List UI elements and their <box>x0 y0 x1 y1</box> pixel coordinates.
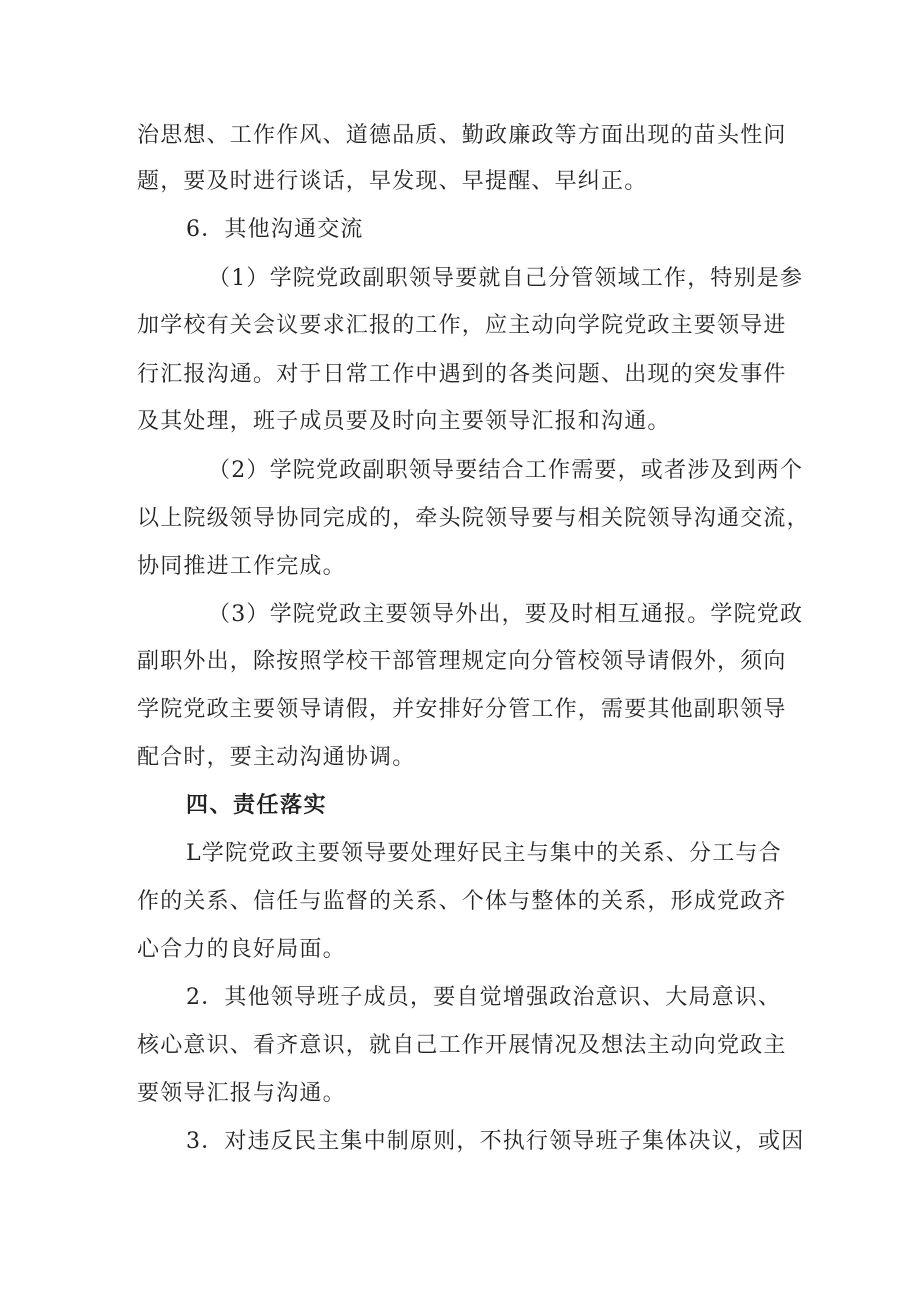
paragraph-line: 心合力的良好局面。 <box>137 937 346 962</box>
paragraph-line: 治思想、工作作风、道德品质、勤政廉政等方面出现的苗头性问 <box>137 123 787 148</box>
section-item-title: 6．其他沟通交流 <box>186 217 364 242</box>
paragraph-line: 题，要及时进行谈话，早发现、早提醒、早纠正。 <box>137 169 648 194</box>
paragraph-line: 学院党政主要领导请假，并安排好分管工作，需要其他副职领导 <box>137 697 787 722</box>
paragraph-line: 及其处理，班子成员要及时向主要领导汇报和沟通。 <box>137 409 671 434</box>
paragraph-line: （1）学院党政副职领导要就自己分管领域工作，特别是参 <box>208 266 804 291</box>
paragraph-line: 2．其他领导班子成员，要自觉增强政治意识、大局意识、 <box>186 985 782 1010</box>
paragraph-line: 以上院级领导协同完成的，牵头院领导要与相关院领导沟通交流， <box>137 506 810 531</box>
section-heading: 四、责任落实 <box>186 793 328 818</box>
paragraph-line: 副职外出，除按照学校干部管理规定向分管校领导请假外，须向 <box>137 649 787 674</box>
paragraph-line: 3．对违反民主集中制原则，不执行领导班子集体决议，或因 <box>186 1129 805 1154</box>
paragraph-line: 作的关系、信任与监督的关系、个体与整体的关系，形成党政齐 <box>137 889 787 914</box>
paragraph-line: 要领导汇报与沟通。 <box>137 1081 346 1106</box>
paragraph-line: L学院党政主要领导要处理好民主与集中的关系、分工与合 <box>186 841 782 866</box>
paragraph-line: 协同推进工作完成。 <box>137 554 346 579</box>
paragraph-line: （3）学院党政主要领导外出，要及时相互通报。学院党政 <box>208 602 804 627</box>
paragraph-line: 行汇报沟通。对于日常工作中遇到的各类问题、出现的突发事件 <box>137 362 787 387</box>
paragraph-line: （2）学院党政副职领导要结合工作需要，或者涉及到两个 <box>208 458 804 483</box>
paragraph-line: 加学校有关会议要求汇报的工作，应主动向学院党政主要领导进 <box>137 313 787 338</box>
paragraph-line: 核心意识、看齐意识，就自己工作开展情况及想法主动向党政主 <box>137 1033 787 1058</box>
paragraph-line: 配合时，要主动沟通协调。 <box>137 745 416 770</box>
